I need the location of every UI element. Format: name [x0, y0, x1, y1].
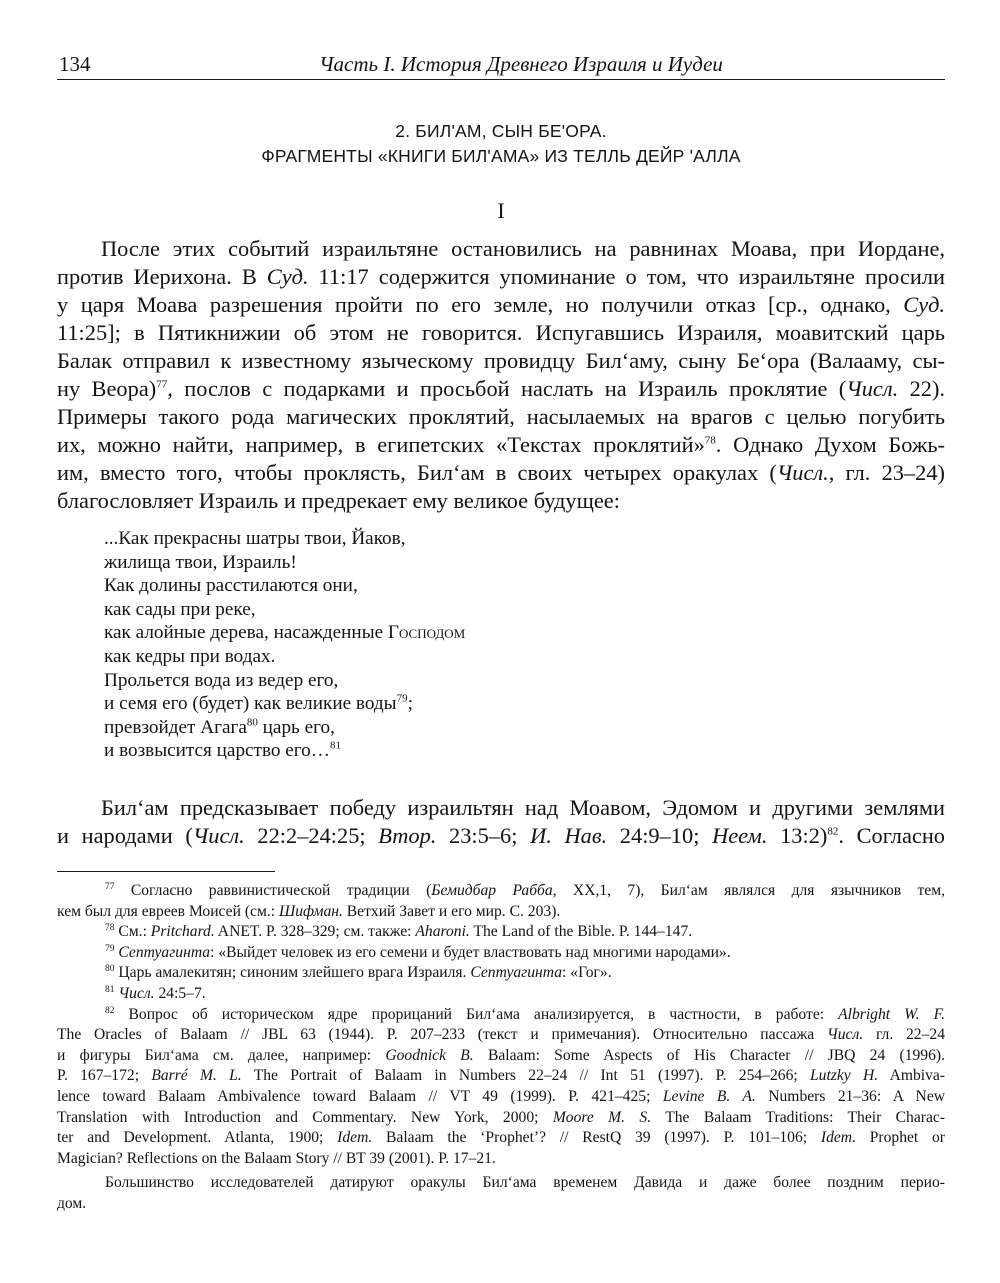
footnote-82-line: Translation with Introduction and Commentary. New York, 2000; Moore M. S. The Balaam Traditions: Their Charac- — [57, 1108, 946, 1126]
text-line: их, можно найти, например, в египетских «Текстах проклятий»$^{78}$. Однако Духом Божь- — [57, 432, 945, 457]
poem-line: и возвысится царство его…$^{81}$ — [104, 739, 341, 762]
poem-line: как сады при реке, — [104, 598, 256, 620]
footnote-82: $^{82}$ Вопрос об историческом ядре прорицаний Бил‘ама анализируется, в частности, в работе: Albright W. F. — [105, 1005, 945, 1023]
text-line: После этих событий израильтяне остановились на равнинах Моава, при Иордане, — [101, 236, 945, 261]
text-line: Балак отправил к известному языческому провидцу Бил‘аму, сыну Бе‘ора (Валааму, сы- — [57, 348, 945, 373]
text-line: у царя Моава разрешения пройти по его земле, но получили отказ [ср., однако, Суд. — [57, 292, 945, 317]
chapter-title-line2: ФРАГМЕНТЫ «КНИГИ БИЛ'АМА» ИЗ ТЕЛЛЬ ДЕЙР 'АЛЛА — [261, 146, 741, 166]
poem-line: как алойные дерева, насажденные Господом — [104, 622, 466, 644]
text-line: благословляет Израиль и предрекает ему великое будущее: — [57, 488, 620, 513]
text-line: Примеры такого рода магических проклятий, насылаемых на врагов с целью погубить — [57, 404, 945, 429]
paragraph-2 — [57, 794, 945, 850]
section-number: I — [497, 198, 505, 223]
footnote-77: $^{77}$ Согласно раввинистической традиции (Бемидбар Рабба, XX,1, 7), Бил‘ам являлся для язычников тем, — [105, 881, 945, 899]
text-line: против Иерихона. В Суд. 11:17 содержится упоминание о том, что израильтяне просили — [57, 264, 945, 289]
paragraph-1 — [57, 235, 945, 515]
page-header — [57, 52, 945, 78]
footnote-ref: 77 — [156, 378, 168, 391]
text-line: ну Веора)$^{77}$, послов с подарками и просьбой наслать на Израиль проклятие (Числ. 22). — [57, 376, 946, 401]
footnote-separator — [57, 871, 275, 872]
footnote-82-line: P. 167–172; Barré M. L. The Portrait of Balaam in Numbers 22–24 // Int 51 (1997). P. 254–266; Lutzky H. Ambiva- — [57, 1067, 946, 1085]
footnote-82-line: ter and Development. Atlanta, 1900; Idem. Balaam the ‘Prophet’? // RestQ 39 (1997). P. 101–106; Idem. Prophet or — [57, 1129, 946, 1147]
poem-line: Прольется вода из ведер его, — [104, 669, 339, 691]
footnote-82-para2-cont: дом. — [57, 1194, 87, 1212]
footnote-ref: 78 — [704, 434, 716, 447]
footnote-82-line: и фигуры Бил‘ама см. далее, например: Goodnick B. Balaam: Some Aspects of His Character // JBQ 24 (1996). — [57, 1046, 945, 1064]
poem-line: жилища твои, Израиль! — [104, 551, 297, 573]
footnote-82-line: The Oracles of Balaam // JBL 63 (1944). P. 207–233 (текст и примечания). Относительно пассажа Числ. гл. 22–24 — [57, 1026, 945, 1044]
text-line: Бил‘ам предсказывает победу израильтян над Моавом, Эдомом и другими землями — [101, 795, 945, 820]
footnote-81: $^{81}$ Числ. 24:5–7. — [105, 984, 206, 1002]
footnote-ref: 80 — [246, 716, 258, 729]
footnote-ref: 82 — [827, 825, 839, 838]
footnote-80: $^{80}$ Царь амалекитян; синоним злейшего врага Израиля. Септуагинта: «Гог». — [105, 964, 612, 982]
poem-line: превзойдет Агага$^{80}$ царь его, — [104, 716, 335, 738]
poem-line: и семя его (будет) как великие воды$^{79}$; — [104, 692, 413, 715]
poem-quote — [104, 527, 465, 763]
footnote-77-cont: кем был для евреев Моисей (см.: Шифман. Ветхий Завет и его мир. С. 203). — [57, 902, 561, 920]
text-line: 11:25]; в Пятикнижии об этом не говорится. Испугавшись Израиля, моавитский царь — [57, 320, 945, 345]
footnote-82-line: Magician? Reflections on the Balaam Story // BT 39 (2001). P. 17–21. — [57, 1149, 496, 1167]
header-rule — [57, 79, 945, 80]
chapter-title-line1: 2. БИЛ'АМ, СЫН БЕ'ОРА. — [395, 121, 607, 141]
footnote-78: $^{78}$ См.: Pritchard. ANET. P. 328–329; см. также: Aharoni. The Land of the Bible. P. 144–147. — [105, 923, 693, 941]
footnote-82-line: lence toward Balaam Ambivalence toward Balaam // VT 49 (1999). P. 421–425; Levine B. A. Numbers 21–36: A New — [57, 1087, 945, 1105]
footnote-ref: 81 — [329, 739, 341, 752]
page-number: 134 — [59, 52, 91, 76]
text-line: им, вместо того, чтобы проклясть, Бил‘ам в своих четырех оракулах (Числ., гл. 23–24) — [57, 460, 946, 485]
poem-line: ...Как прекрасны шатры твои, Йаков, — [104, 528, 406, 549]
footnote-79: $^{79}$ Септуагинта: «Выйдет человек из его семени и будет властвовать над многими народами». — [105, 943, 731, 961]
footnotes — [57, 881, 945, 1215]
poem-line: как кедры при водах. — [104, 645, 276, 667]
footnote-ref: 79 — [396, 692, 408, 705]
text-line: и народами (Числ. 22:2–24:25; Втор. 23:5–6; И. Нав. 24:9–10; Неем. 13:2)$^{82}$. Согласно — [57, 823, 945, 848]
poem-line: Как долины расстилаются они, — [104, 575, 358, 597]
footnote-82-para2: Большинство исследователей датируют оракулы Бил‘ама временем Давида и даже более поздним перио- — [105, 1174, 945, 1192]
running-title: Часть I. История Древнего Израиля и Иудеи — [319, 52, 723, 76]
